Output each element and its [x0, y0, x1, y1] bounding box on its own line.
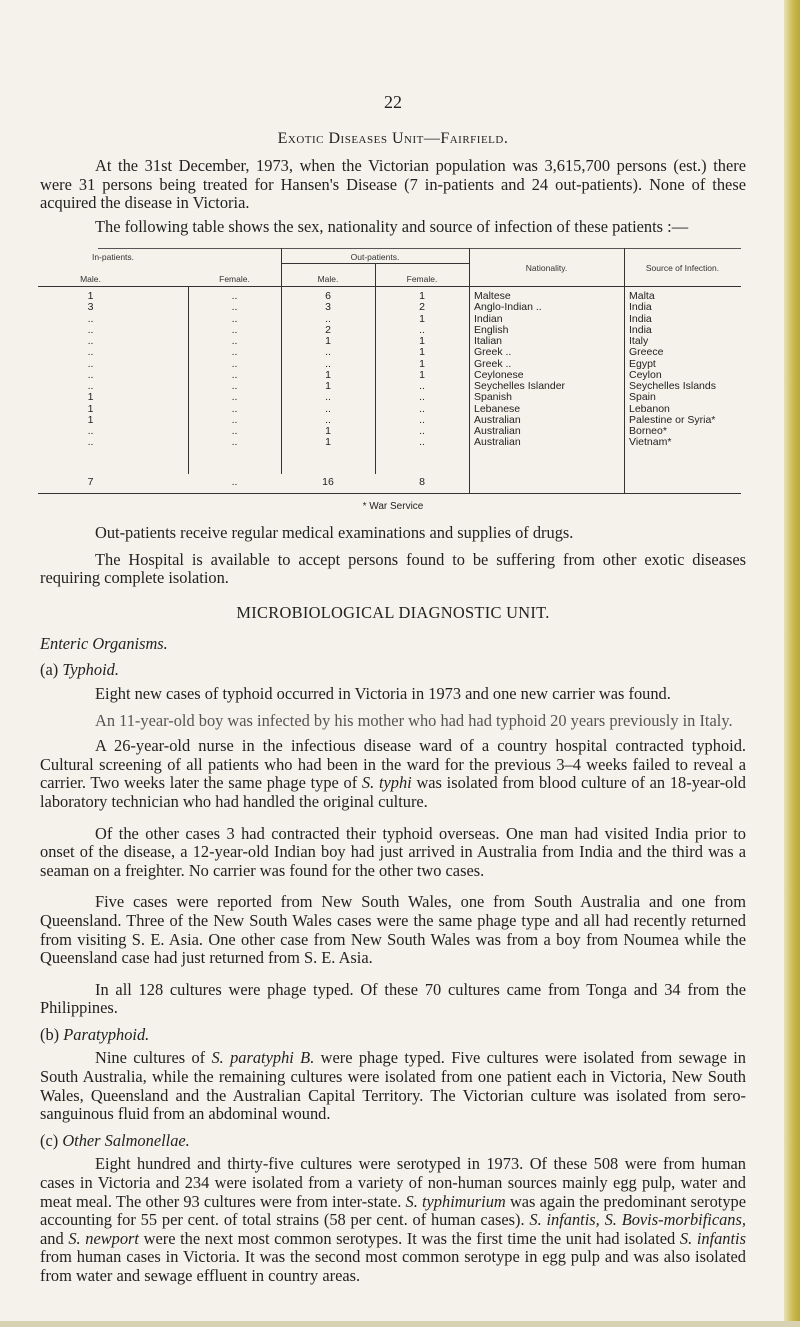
- page-edge-bottom: [0, 1321, 800, 1327]
- table-bottom-rule: [38, 493, 741, 494]
- table-cell-source: Spain: [629, 391, 656, 404]
- table-cell-source: India: [629, 301, 652, 314]
- species-name: S. infantis, S. Bovis-morbificans,: [529, 1210, 746, 1230]
- text-run: was isolated from blood culture of an 18-year-old laboratory technician who had handled the original culture.: [40, 773, 746, 811]
- table-cell-nationality: Greek ..: [474, 346, 512, 359]
- table-cell-in-male: ..: [87, 357, 94, 370]
- table-cell-in-female: ..: [231, 380, 238, 392]
- table-cell-in-male: ..: [87, 436, 94, 449]
- table-cell-in-male: 3: [87, 301, 94, 314]
- table-cell-in-female: ..: [231, 312, 238, 325]
- table-cell-source: Borneo*: [629, 425, 667, 437]
- other-salmonellae-paragraph: [40, 1155, 746, 1285]
- typhoid-paragraph-1: Eight new cases of typhoid occurred in Victoria in 1973 and one new carrier was found.: [95, 683, 671, 703]
- table-cell-source: Egypt: [629, 357, 656, 370]
- table-cell-in-female: ..: [231, 425, 238, 437]
- table-vrule: [469, 248, 470, 493]
- header-out-female: Female.: [406, 274, 438, 284]
- table-cell-in-male: ..: [87, 346, 94, 359]
- table-cell-in-female: ..: [231, 290, 238, 302]
- table-cell-in-female: ..: [231, 323, 238, 336]
- header-in-male: Male.: [80, 274, 101, 284]
- intro-paragraph-1: At the 31st December, 1973, when the Victorian population was 3,615,700 persons (est.) there were 31 persons being treated for Hansen's Disease (7 in-patients and 24 out-patients). None of these acquired the disease in Victoria.: [40, 156, 746, 213]
- table-cell-out-male: 1: [325, 335, 331, 347]
- table-cell-nationality: Seychelles Islander: [474, 380, 566, 392]
- table-cell-in-female: ..: [231, 413, 238, 426]
- table-cell-source: India: [629, 312, 652, 325]
- table-cell-source: Seychelles Islands: [629, 380, 716, 392]
- table-cell-in-female: ..: [231, 402, 238, 415]
- table-cell-in-female: ..: [231, 301, 238, 314]
- paratyphoid-title: Paratyphoid.: [63, 1024, 150, 1044]
- table-cell-out-female: ..: [419, 413, 425, 426]
- table-cell-out-female: 1: [419, 357, 425, 370]
- typhoid-paragraph-6: In all 128 cultures were phage typed. Of these 70 cultures came from Tonga and 34 from the Philippines.: [40, 979, 746, 1018]
- after-table-paragraph-2: The Hospital is available to accept persons found to be suffering from other exotic diseases requiring complete isolation.: [40, 549, 746, 588]
- typhoid-label: (a): [40, 660, 59, 680]
- table-cell-in-female: ..: [231, 436, 238, 449]
- table-cell-source: Malta: [629, 290, 655, 302]
- species-name: S. infantis: [679, 1228, 746, 1248]
- table-cell-in-female: ..: [231, 346, 238, 359]
- typhoid-heading: [40, 661, 746, 680]
- table-cell-nationality: Spanish: [474, 391, 512, 404]
- table-cell-out-female: 1: [419, 335, 425, 347]
- table-cell-out-female: 1: [419, 368, 425, 381]
- text-run: from human cases in Victoria. It was the second most common serotype in egg pulp and was also isolated from water and sewage effluent in country areas.: [40, 1247, 746, 1285]
- text-run: were phage typed. Five cultures were isolated from sewage in South Australia, while the remaining cultures were isolated from one patient each in Victoria, New South Wales, Queensland and the Australian Capital Territory. The Victorian culture was isolated from sero-sanguinous fluid from an abdominal wound.: [40, 1048, 746, 1124]
- total-in-male: 7: [87, 476, 94, 488]
- table-cell-source: India: [629, 323, 652, 336]
- table-top-rule: [98, 248, 741, 249]
- table-cell-source: Vietnam*: [629, 436, 672, 449]
- species-name: S. typhimurium: [405, 1191, 506, 1211]
- table-cell-in-male: 1: [87, 391, 94, 404]
- table-cell-out-male: ..: [325, 402, 331, 415]
- table-cell-source: Lebanon: [629, 402, 670, 415]
- table-cell-nationality: Indian: [474, 312, 503, 325]
- section-title: Exotic Diseases Unit—Fairfield.: [277, 130, 509, 147]
- table-cell-nationality: Maltese: [474, 290, 511, 302]
- table-cell-in-male: 1: [87, 413, 94, 426]
- total-out-male: 16: [322, 476, 334, 488]
- text-run: were the next most common serotypes. It was the first time the unit had isolated: [138, 1228, 680, 1248]
- table-cell-in-male: ..: [87, 323, 94, 336]
- table-cell-out-female: ..: [419, 425, 425, 437]
- table-cell-in-male: ..: [87, 425, 94, 437]
- text-run: was again the predominant serotype accounting for 55 per cent. of total strains (58 per cent. of human cases).: [40, 1191, 747, 1230]
- table-cell-nationality: Italian: [474, 335, 503, 347]
- table-cell-nationality: Australian: [474, 413, 521, 426]
- table-cell-nationality: Australian: [474, 425, 521, 437]
- table-cell-nationality: Greek ..: [474, 357, 512, 370]
- other-salmonellae-label: (c): [40, 1130, 59, 1150]
- text-run: and: [40, 1228, 69, 1248]
- table-cell-in-male: 1: [87, 290, 94, 302]
- table-cell-nationality: Anglo-Indian ..: [474, 301, 542, 314]
- table-cell-source: Greece: [629, 346, 664, 359]
- table-cell-out-female: 1: [419, 312, 425, 325]
- header-source: Source of Infection.: [645, 263, 720, 273]
- total-in-female: ..: [231, 476, 238, 488]
- paratyphoid-paragraph: [40, 1049, 746, 1123]
- paratyphoid-label: (b): [40, 1024, 60, 1044]
- table-cell-out-male: 6: [325, 290, 331, 302]
- header-out-male: Male.: [317, 274, 339, 284]
- intro-paragraph-2: The following table shows the sex, nationality and source of infection of these patients :—: [95, 216, 689, 236]
- header-bottom-rule: [38, 286, 741, 287]
- species-name: S. typhi: [361, 773, 412, 793]
- table-cell-out-male: 3: [325, 301, 331, 314]
- paratyphoid-heading: [40, 1026, 746, 1045]
- total-out-female: 8: [419, 476, 425, 488]
- table-cell-in-female: ..: [231, 368, 238, 381]
- table-cell-source: Italy: [629, 335, 649, 347]
- enteric-heading: Enteric Organisms.: [40, 633, 168, 653]
- table-cell-in-female: ..: [231, 391, 238, 404]
- page-number: 22: [384, 92, 402, 112]
- table-cell-in-female: ..: [231, 335, 238, 347]
- table-cell-in-male: ..: [87, 335, 94, 347]
- table-cell-out-female: ..: [419, 380, 425, 392]
- table-cell-out-female: 2: [419, 301, 425, 314]
- species-name: S. newport: [68, 1228, 139, 1248]
- typhoid-paragraph-2: An 11-year-old boy was infected by his mother who had had typhoid 20 years previously in Italy.: [95, 710, 733, 730]
- table-cell-out-male: 1: [325, 368, 331, 381]
- header-nationality: Nationality.: [525, 263, 568, 273]
- table-cell-in-male: 1: [87, 402, 94, 415]
- table-cell-in-male: ..: [87, 380, 94, 392]
- species-name: S. paratyphi B.: [211, 1048, 315, 1068]
- header-out-patients: Out-patients.: [350, 252, 400, 262]
- table-cell-in-female: ..: [231, 357, 238, 370]
- table-cell-out-male: ..: [325, 312, 331, 325]
- header-in-female: Female.: [219, 274, 250, 284]
- after-table-paragraph-1: Out-patients receive regular medical examinations and supplies of drugs.: [95, 523, 574, 542]
- typhoid-paragraph-4: Of the other cases 3 had contracted their typhoid overseas. One man had visited India prior to onset of the disease, a 12-year-old Indian boy had just arrived in Australia from India and the third was a seaman on a freighter. No carrier was found for the other two cases.: [40, 823, 746, 880]
- table-footnote: * War Service: [362, 501, 424, 512]
- table-cell-out-male: 1: [325, 425, 331, 437]
- text-run: Nine cultures of: [95, 1048, 212, 1068]
- table-cell-in-male: ..: [87, 312, 94, 325]
- typhoid-paragraph-5: Five cases were reported from New South Wales, one from South Australia and one from Queensland. Three of the New South Wales cases were the same phage type and all had recently returned from visiting S. E. Asia. One other case from New South Wales was from a boy from Noumea while the Queensland case had just returned from S. E. Asia.: [40, 892, 746, 968]
- typhoid-paragraph-3: [40, 737, 746, 811]
- table-cell-nationality: Ceylonese: [474, 368, 524, 381]
- table-cell-out-male: 1: [325, 436, 331, 449]
- table-cell-out-female: ..: [419, 391, 425, 404]
- unit-title: MICROBIOLOGICAL DIAGNOSTIC UNIT.: [236, 602, 550, 622]
- table-cell-nationality: Lebanese: [474, 402, 521, 415]
- main-text: [40, 524, 746, 1286]
- text-run: Eight hundred and thirty-five cultures were serotyped in 1973. Of these 508 were from human cases in Victoria and 234 were isolated from a variety of non-human sources mainly egg pulp, water and meat meal. The other 93 cultures were from inter-state.: [40, 1154, 746, 1211]
- table-cell-out-female: ..: [419, 323, 425, 336]
- table-cell-out-female: 1: [419, 346, 425, 359]
- table-cell-out-female: ..: [419, 402, 425, 415]
- table-cell-nationality: Australian: [474, 436, 521, 449]
- table-cell-in-male: ..: [87, 368, 94, 381]
- table-cell-source: Palestine or Syria*: [629, 413, 716, 426]
- table-cell-nationality: English: [474, 323, 509, 336]
- table-cell-out-female: ..: [419, 436, 425, 449]
- header-in-patients: In-patients.: [91, 252, 135, 262]
- table-cell-out-male: 2: [325, 323, 331, 336]
- table-cell-out-female: 1: [419, 290, 425, 302]
- table-cell-source: Ceylon: [629, 368, 662, 381]
- table-vrule: [624, 248, 625, 493]
- other-salmonellae-heading: [40, 1132, 746, 1151]
- other-salmonellae-title: Other Salmonellae.: [62, 1130, 190, 1150]
- table-cell-out-male: ..: [325, 413, 331, 426]
- table-cell-out-male: ..: [325, 346, 331, 359]
- text-run: A 26-year-old nurse in the infectious disease ward of a country hospital contracted typhoid. Cultural screening of all patients who had been in the ward for the previous 3–4 weeks failed to reveal a carrier. Two weeks later the same phage type of: [40, 736, 746, 793]
- table-cell-out-male: ..: [325, 357, 331, 370]
- typhoid-title: Typhoid.: [62, 660, 119, 680]
- patients-table: [38, 248, 741, 494]
- page-edge-right: [784, 0, 800, 1327]
- table-cell-out-male: 1: [325, 380, 331, 392]
- table-cell-out-male: ..: [325, 391, 331, 404]
